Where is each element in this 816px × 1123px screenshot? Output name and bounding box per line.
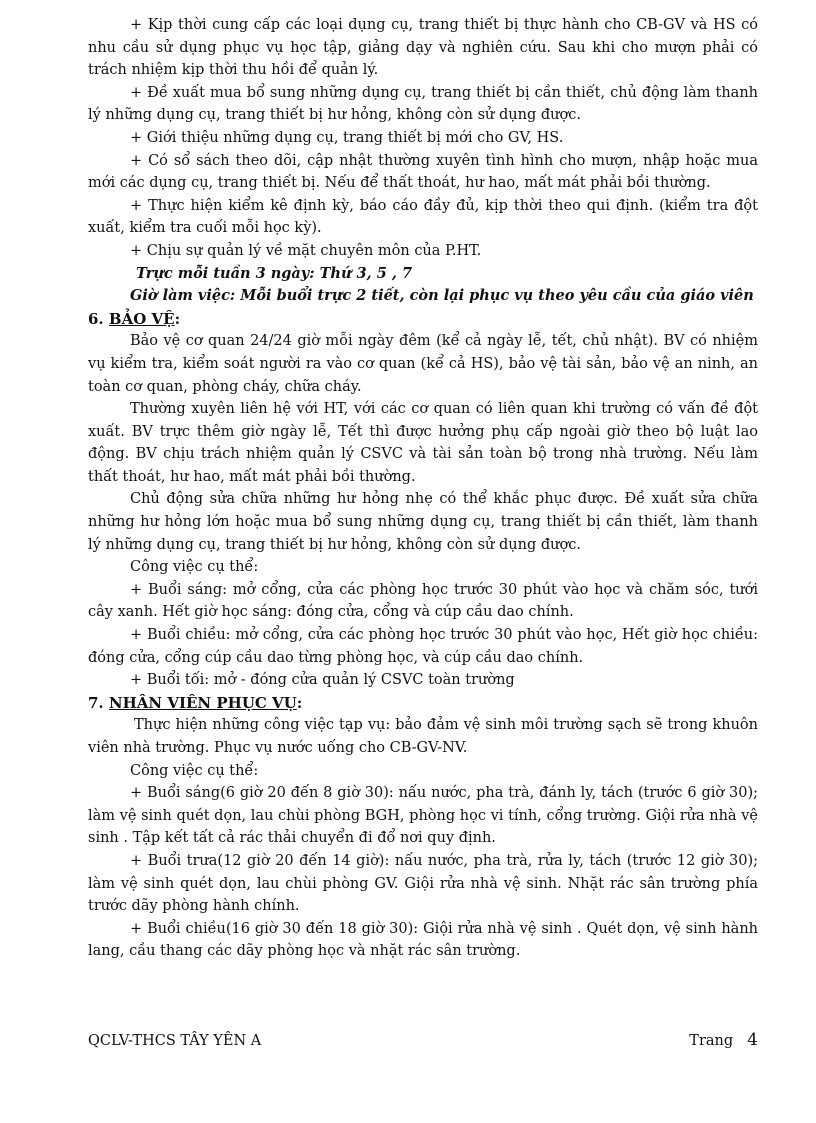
- footer-page: [689, 1030, 758, 1050]
- schedule-days: Trực mỗi tuần 3 ngày: Thứ 3, 5 , 7: [136, 264, 413, 282]
- section-7-paragraph: + Buổi sáng(6 giờ 20 đến 8 giờ 30): nấu nước, pha trà, đánh ly, tách (trước 6 giờ 30); làm vệ sinh quét dọn, lau chùi phòng BGH, phòng học vi tính, cổng trường. Giội rửa nhà vệ sinh . Tập kết tất cả rác thải chuyển đi đổ nơi quy định.: [88, 785, 758, 847]
- section-6-paragraph: + Buổi tối: mở - đóng cửa quản lý CSVC toàn trường: [130, 672, 515, 689]
- section-6-paragraph: Công việc cụ thể:: [130, 559, 259, 576]
- section-6-paragraph: Bảo vệ cơ quan 24/24 giờ mỗi ngày đêm (kể cả ngày lễ, tết, chủ nhật). BV có nhiệm vụ kiểm tra, kiểm soát người ra vào cơ quan (kể cả HS), bảo vệ tài sản, bảo vệ an ninh, an toàn cơ quan, phòng cháy, chữa cháy.: [88, 333, 758, 395]
- section-6-title: BẢO VỆ: [108, 309, 175, 328]
- section-6-colon: :: [174, 309, 181, 328]
- section-6-paragraph: Chủ động sửa chữa những hư hỏng nhẹ có thể khắc phục được. Đề xuất sửa chữa những hư hỏng lớn hoặc mua bổ sung những dụng cụ, trang thiết bị cần thiết, làm thanh lý những dụng cụ, trang thiết bị hư hỏng, không còn sử dụng được.: [88, 491, 758, 553]
- section-7-paragraph: + Buổi trưa(12 giờ 20 đến 14 giờ): nấu nước, pha trà, rửa ly, tách (trước 12 giờ 30); làm vệ sinh quét dọn, lau chùi phòng GV. Giội rửa nhà vệ sinh. Nhặt rác sân trường phía trước dãy phòng hành chính.: [88, 852, 758, 915]
- intro-paragraph: + Thực hiện kiểm kê định kỳ, báo cáo đầy đủ, kịp thời theo qui định. (kiểm tra đột xuất, kiểm tra cuối mỗi học kỳ).: [88, 197, 758, 237]
- intro-paragraph: + Đề xuất mua bổ sung những dụng cụ, trang thiết bị cần thiết, chủ động làm thanh lý những dụng cụ, trang thiết bị hư hỏng, không còn sử dụng được.: [88, 84, 758, 124]
- section-6-paragraph: Thường xuyên liên hệ với HT, với các cơ quan có liên quan khi trường có vấn đề đột xuất. BV trực thêm giờ ngày lễ, Tết thì được hưởng phụ cấp ngoài giờ theo bộ luật lao động. BV chịu trách nhiệm quản lý CSVC và tài sản toàn bộ trong nhà trường. Nếu làm thất thoát, hư hao, mất mát phải bồi thường.: [88, 401, 758, 485]
- section-6-heading: [88, 308, 758, 331]
- section-6-paragraph: + Buổi sáng: mở cổng, cửa các phòng học trước 30 phút vào học và chăm sóc, tưới cây xanh. Hết giờ học sáng: đóng cửa, cổng và cúp cầu dao chính.: [88, 581, 758, 621]
- section-7-colon: :: [296, 693, 303, 712]
- intro-paragraph: + Kịp thời cung cấp các loại dụng cụ, trang thiết bị thực hành cho CB-GV và HS có nhu cầu sử dụng phục vụ học tập, giảng dạy và nghiên cứu. Sau khi cho mượn phải có trách nhiệm kịp thời thu hồi để quản lý.: [88, 17, 758, 79]
- section-7-heading: [88, 692, 758, 715]
- section-7-number: 7.: [88, 693, 109, 712]
- footer-page-label: Trang: [689, 1033, 734, 1049]
- section-7-paragraph: + Buổi chiều(16 giờ 30 đến 18 giờ 30): Giội rửa nhà vệ sinh . Quét dọn, vệ sinh hành lang, cầu thang các dãy phòng học và nhặt rác sân trường.: [88, 920, 758, 960]
- section-6-paragraph: + Buổi chiều: mở cổng, cửa các phòng học trước 30 phút vào học, Hết giờ học chiều: đóng cửa, cổng cúp cầu dao từng phòng học, và cúp cầu dao chính.: [88, 627, 758, 666]
- section-7-title: NHÂN VIÊN PHỤC VỤ: [108, 693, 297, 712]
- intro-paragraph: + Có sổ sách theo dõi, cập nhật thường xuyên tình hình cho mượn, nhập hoặc mua mới các dụng cụ, trang thiết bị. Nếu để thất thoát, hư hao, mất mát phải bồi thường.: [88, 152, 758, 192]
- footer-page-number: 4: [747, 1030, 758, 1050]
- section-7-paragraph: Công việc cụ thể:: [130, 762, 259, 779]
- footer-document-code: QCLV-THCS TÂY YÊN A: [88, 1033, 262, 1049]
- intro-paragraph: + Chịu sự quản lý về mặt chuyên môn của P.HT.: [130, 242, 482, 259]
- section-7-paragraph: Thực hiện những công việc tạp vụ: bảo đảm vệ sinh môi trường sạch sẽ trong khuôn viên nhà trường. Phục vụ nước uống cho CB-GV-NV.: [88, 717, 758, 756]
- section-6-number: 6.: [88, 309, 109, 328]
- schedule-hours: Giờ làm việc: Mỗi buổi trực 2 tiết, còn lại phục vụ theo yêu cầu của giáo viên: [130, 287, 754, 305]
- page-footer: [88, 1030, 758, 1050]
- intro-paragraph: + Giới thiệu những dụng cụ, trang thiết bị mới cho GV, HS.: [130, 129, 564, 146]
- document-body: [88, 14, 758, 963]
